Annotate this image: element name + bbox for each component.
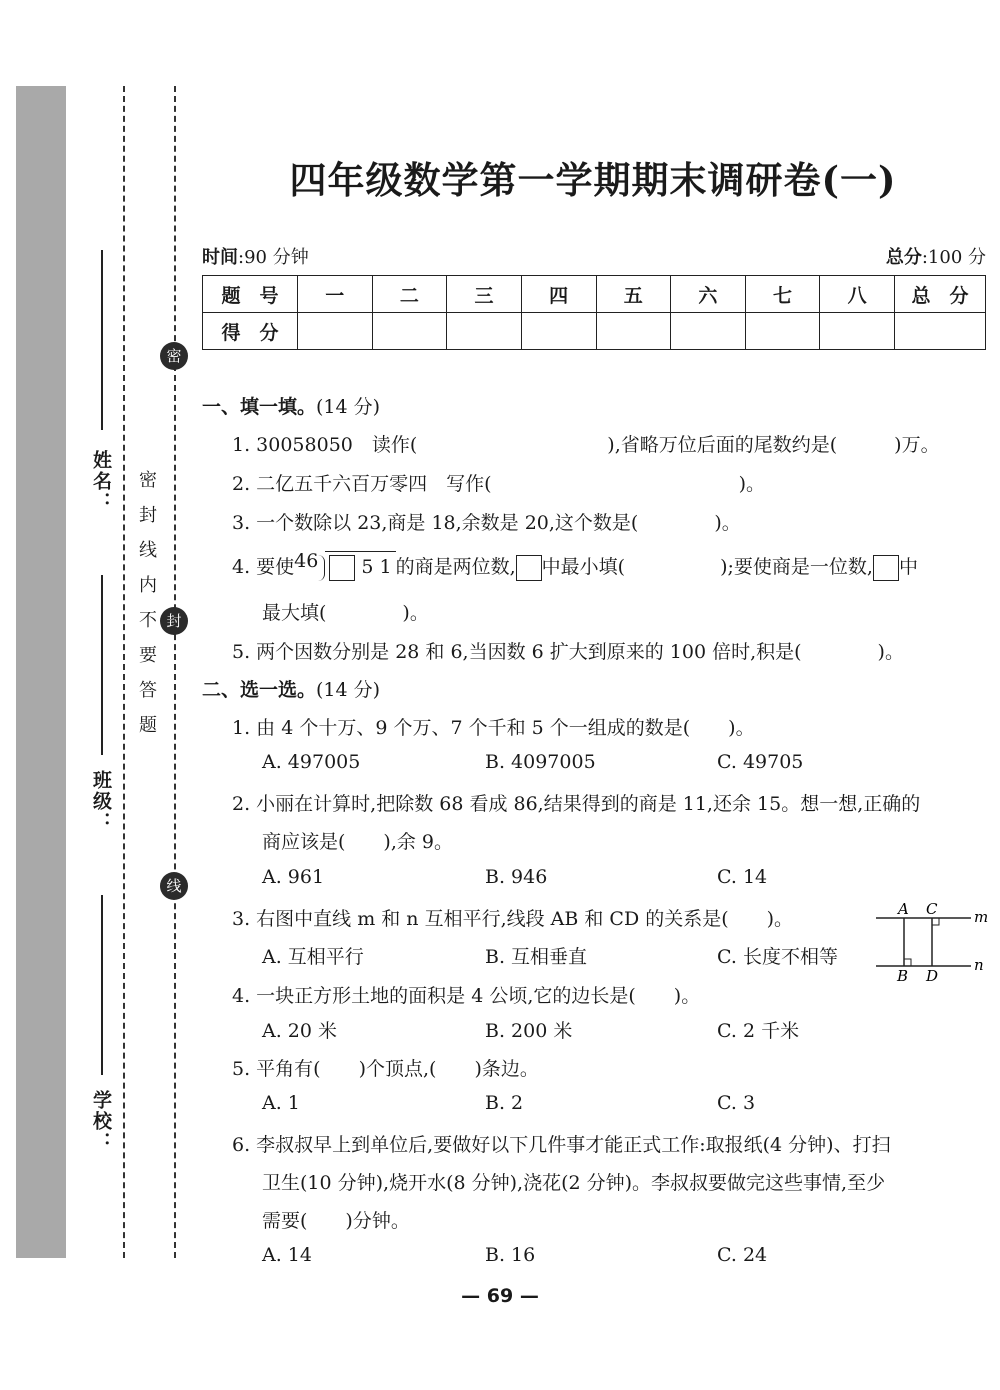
seal-mark-mi: 密 — [160, 342, 188, 370]
s2-question-1: 1. 由 4 个十万、9 个万、7 个千和 5 个一组成的数是( )。 — [232, 717, 755, 739]
s2-question-2-line2: 商应该是( ),余 9。 — [262, 831, 453, 853]
section2-points: (14 分) — [316, 679, 381, 701]
score-table-header-row — [203, 276, 986, 313]
exam-total — [886, 243, 986, 269]
exam-total-label: 总分 — [885, 247, 922, 268]
s2-q2-option-b[interactable]: B. 946 — [485, 866, 548, 888]
exam-time-label: 时间 — [202, 247, 238, 268]
label-m: m — [974, 908, 988, 926]
s1-q4-text-a: 4. 要使 — [232, 556, 295, 578]
score-cell[interactable] — [671, 313, 746, 350]
s2-q3-option-c[interactable]: C. 长度不相等 — [717, 946, 838, 968]
section2-heading — [202, 675, 380, 702]
s2-q5-option-a[interactable]: A. 1 — [262, 1092, 300, 1114]
label-c: C — [926, 900, 938, 918]
score-header-cell: 三 — [447, 276, 522, 313]
s2-question-6-line1: 6. 李叔叔早上到单位后,要做好以下几件事才能正式工作:取报纸(4 分钟)、打扫 — [232, 1134, 891, 1156]
s2-q6-option-b[interactable]: B. 16 — [485, 1244, 536, 1266]
long-division-symbol — [294, 550, 395, 581]
seal-mark-xian: 线 — [160, 872, 188, 900]
score-cell[interactable] — [521, 313, 596, 350]
s2-question-2-line1: 2. 小丽在计算时,把除数 68 看成 86,结果得到的商是 11,还余 15。想一想,正确的 — [232, 793, 921, 815]
label-n: n — [974, 956, 984, 974]
score-header-cell: 二 — [372, 276, 447, 313]
s2-q2-option-c[interactable]: C. 14 — [717, 866, 768, 888]
s1-question-4-line2: 最大填( )。 — [262, 602, 429, 624]
dashed-seal-line — [174, 86, 176, 1258]
s1-q4-text-d: 中 — [898, 556, 918, 578]
section1-heading — [202, 392, 380, 419]
binding-strip — [16, 86, 66, 1258]
s2-q6-option-c[interactable]: C. 24 — [717, 1244, 768, 1266]
score-header-cell: 四 — [521, 276, 596, 313]
score-header-cell: 五 — [596, 276, 671, 313]
score-header-cell: 一 — [298, 276, 373, 313]
s2-question-6-line2: 卫生(10 分钟),烧开水(8 分钟),浇花(2 分钟)。李叔叔要做完这些事情,至少 — [262, 1172, 886, 1194]
score-header-cell: 七 — [745, 276, 820, 313]
s2-question-4: 4. 一块正方形土地的面积是 4 公顷,它的边长是( )。 — [232, 985, 701, 1007]
score-header-cell: 六 — [671, 276, 746, 313]
label-a: A — [898, 900, 909, 918]
s2-q3-option-b[interactable]: B. 互相垂直 — [485, 946, 588, 968]
s2-q3-option-a[interactable]: A. 互相平行 — [262, 946, 364, 968]
school-field-line[interactable] — [101, 895, 103, 1075]
school-field-label: 学校： — [90, 1090, 112, 1153]
digit-box-ref — [516, 555, 542, 581]
score-row-label: 得 分 — [203, 313, 298, 350]
s2-q4-option-b[interactable]: B. 200 米 — [485, 1020, 573, 1042]
score-cell[interactable] — [596, 313, 671, 350]
s2-question-3: 3. 右图中直线 m 和 n 互相平行,线段 AB 和 CD 的关系是( )。 — [232, 908, 794, 930]
score-cell[interactable] — [372, 313, 447, 350]
digit-box[interactable] — [329, 555, 355, 581]
score-cell[interactable] — [895, 313, 986, 350]
class-field-label: 班级： — [90, 770, 112, 833]
seal-notice: 密封线内不要答题 — [136, 470, 157, 750]
parallel-lines-figure — [873, 900, 988, 985]
s1-question-4 — [232, 550, 918, 581]
seal-mark-feng: 封 — [160, 607, 188, 635]
s2-q1-option-c[interactable]: C. 49705 — [717, 751, 804, 773]
score-cell[interactable] — [298, 313, 373, 350]
s2-q4-option-c[interactable]: C. 2 千米 — [717, 1020, 800, 1042]
score-cell[interactable] — [820, 313, 895, 350]
right-angle-mark — [932, 918, 939, 925]
s1-q4-text-c: 中最小填( );要使商是一位数, — [541, 556, 873, 578]
score-header-cell: 八 — [820, 276, 895, 313]
s1-question-1: 1. 30058050 读作( ),省略万位后面的尾数约是( )万。 — [232, 434, 940, 456]
s2-q1-option-a[interactable]: A. 497005 — [262, 751, 361, 773]
s2-q5-option-b[interactable]: B. 2 — [485, 1092, 524, 1114]
digit-box-ref — [873, 555, 899, 581]
score-cell[interactable] — [745, 313, 820, 350]
s2-q5-option-c[interactable]: C. 3 — [717, 1092, 756, 1114]
section2-title: 二、选一选。 — [202, 679, 317, 701]
section1-points: (14 分) — [316, 396, 381, 418]
page-number: — 69 — — [461, 1285, 539, 1307]
score-table — [202, 275, 986, 350]
section1-title: 一、填一填。 — [202, 396, 317, 418]
class-field-line[interactable] — [101, 575, 103, 755]
score-table-score-row — [203, 313, 986, 350]
s2-q6-option-a[interactable]: A. 14 — [262, 1244, 312, 1266]
label-d: D — [926, 967, 939, 985]
dividend-digits: 5 1 — [361, 556, 392, 578]
dashed-cut-line — [123, 86, 125, 1258]
s1-question-2: 2. 二亿五千六百万零四 写作( )。 — [232, 473, 765, 495]
score-header-cell: 总 分 — [895, 276, 986, 313]
page-title: 四年级数学第一学期期末调研卷(一) — [289, 158, 897, 202]
divisor: 46 — [294, 550, 319, 572]
label-b: B — [897, 967, 909, 985]
right-angle-mark — [904, 959, 911, 966]
s2-question-5: 5. 平角有( )个顶点,( )条边。 — [232, 1058, 539, 1080]
name-field-line[interactable] — [101, 250, 103, 430]
exam-time-value: :90 分钟 — [238, 247, 309, 268]
exam-time — [202, 243, 309, 269]
exam-total-value: :100 分 — [921, 247, 986, 268]
s2-q4-option-a[interactable]: A. 20 米 — [262, 1020, 338, 1042]
name-field-label: 姓名： — [90, 450, 112, 513]
s1-q4-text-b: 的商是两位数, — [395, 556, 516, 578]
s2-q1-option-b[interactable]: B. 4097005 — [485, 751, 596, 773]
s1-question-3: 3. 一个数除以 23,商是 18,余数是 20,这个数是( )。 — [232, 512, 741, 534]
s2-q2-option-a[interactable]: A. 961 — [262, 866, 325, 888]
score-header-cell: 题 号 — [203, 276, 298, 313]
score-cell[interactable] — [447, 313, 522, 350]
s1-question-5: 5. 两个因数分别是 28 和 6,当因数 6 扩大到原来的 100 倍时,积是( )。 — [232, 641, 904, 663]
s2-question-6-line3: 需要( )分钟。 — [262, 1210, 410, 1232]
